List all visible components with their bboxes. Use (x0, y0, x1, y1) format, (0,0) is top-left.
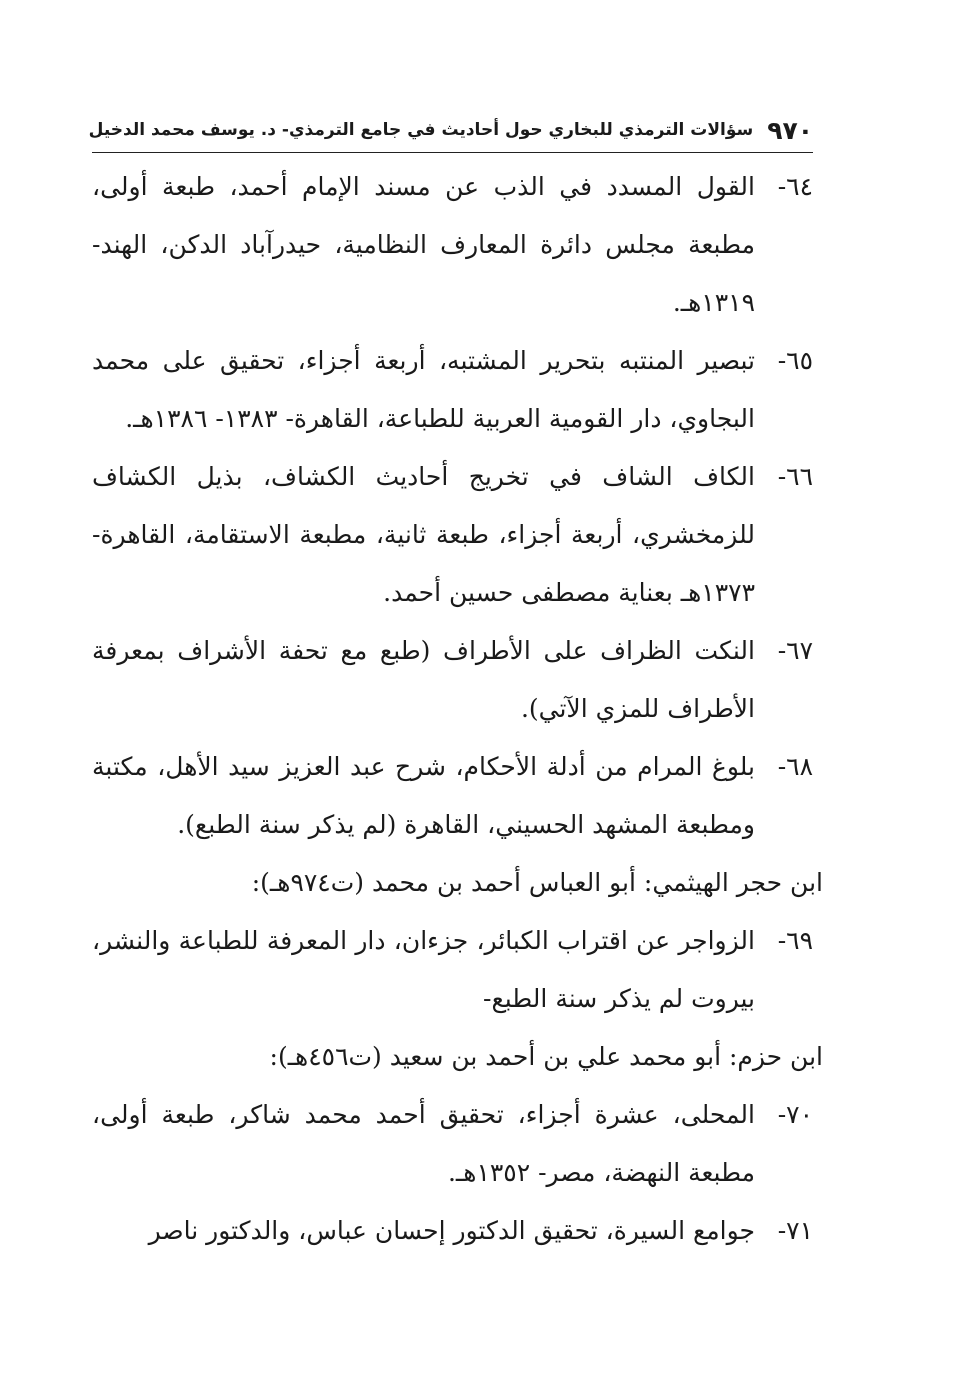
bibliography-entry-65 (92, 332, 813, 448)
page-number: ٩٧٠ (767, 115, 813, 145)
bibliography-entry-67 (92, 622, 813, 738)
bibliography-entry-64 (92, 158, 813, 332)
entry-number: ٦٥- (777, 346, 813, 375)
entry-number: ٦٧- (777, 636, 813, 665)
entry-text: الكاف الشاف في تخريج أحاديث الكشاف، بذيل الكشاف للزمخشري، أربعة أجزاء، طبعة ثانية، مطبعة الاستقامة، القاهرة- ١٣٧٣هـ بعناية مصطفى حسين أحمد. (92, 462, 755, 607)
entry-number: ٦٩- (777, 926, 813, 955)
entry-text: تبصير المنتبه بتحرير المشتبه، أربعة أجزاء، تحقيق على محمد البجاوي، دار القومية العربية للطباعة، القاهرة- ١٣٨٣- ١٣٨٦هـ. (92, 346, 755, 433)
entry-number: ٦٤- (777, 172, 813, 201)
bibliography-entry-70 (92, 1086, 813, 1202)
entry-text: القول المسدد في الذب عن مسند الإمام أحمد، طبعة أولى، مطبعة مجلس دائرة المعارف النظامية، حيدرآباد الدكن، الهند- ١٣١٩هـ. (92, 172, 755, 317)
entry-number: ٦٦- (777, 462, 813, 491)
bibliography-list (92, 158, 823, 1260)
entry-number: ٧٠- (777, 1100, 813, 1129)
bibliography-entry-69 (92, 912, 813, 1028)
entry-text: الزواجر عن اقتراب الكبائر، جزءان، دار المعرفة للطباعة والنشر، بيروت لم يذكر سنة الطبع- (92, 926, 755, 1013)
header-divider (92, 152, 813, 153)
author-heading-haytami: ابن حجر الهيثمي: أبو العباس أحمد بن محمد (ت٩٧٤هـ): (251, 868, 823, 897)
entry-text: بلوغ المرام من أدلة الأحكام، شرح عبد العزيز سيد الأهل، مكتبة ومطبعة المشهد الحسيني، القاهرة (لم يذكر سنة الطبع). (92, 752, 755, 839)
entry-text: النكت الظراف على الأطراف (طبع مع تحفة الأشراف بمعرفة الأطراف للمزي الآتي). (92, 636, 755, 723)
bibliography-entry-66 (92, 448, 813, 622)
entry-text: جوامع السيرة، تحقيق الدكتور إحسان عباس، والدكتور ناصر (148, 1216, 755, 1245)
author-heading-hazm: ابن حزم: أبو محمد علي بن أحمد بن سعيد (ت٤٥٦هـ): (269, 1042, 823, 1071)
entry-number: ٧١- (777, 1216, 813, 1245)
bibliography-entry-68 (92, 738, 813, 854)
page-header (88, 112, 813, 148)
running-title: سؤالات الترمذي للبخاري حول أحاديث في جامع الترمذي- د. يوسف محمد الدخيل (88, 120, 754, 140)
entry-number: ٦٨- (777, 752, 813, 781)
entry-text: المحلى، عشرة أجزاء، تحقيق أحمد محمد شاكر، طبعة أولى، مطبعة النهضة، مصر- ١٣٥٢هـ. (92, 1100, 755, 1187)
bibliography-entry-71 (92, 1202, 813, 1260)
